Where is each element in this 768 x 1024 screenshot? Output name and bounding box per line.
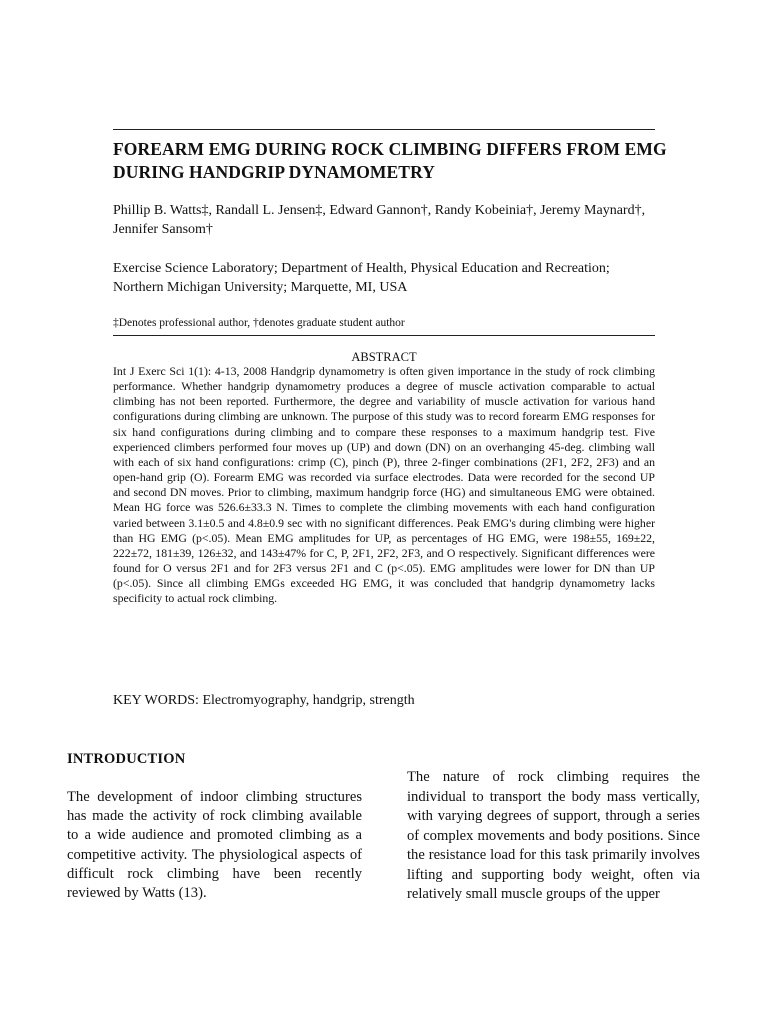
top-rule [113,129,655,130]
introduction-right-column: The nature of rock climbing requires the individual to transport the body mass vertically, with varying degrees of support, through a series of complex movements and body positions. Since the resistance load for this task primarily involves lifting and supporting body weight, often via relatively small muscle groups of the upper [407,769,700,902]
section-rule [113,335,655,336]
introduction-heading: INTRODUCTION [67,751,186,767]
abstract-text: Int J Exerc Sci 1(1): 4-13, 2008 Handgrip dynamometry is often given importance in the study of rock climbing performance. Whether handgrip dynamometry produces a degree of muscle activation comparable to actual climbing has not been reported. Furthermore, the degree and variability of muscle activation for various hand configurations during climbing are unknown. The purpose of this study was to record forearm EMG responses for six hand configurations during climbing and to compare these responses to a maximum handgrip test. Five experienced climbers performed four moves up (UP) and down (DN) on an overhanging 45-deg. climbing wall with each of six hand configurations: crimp (C), pinch (P), three 2-finger combinations (2F1, 2F2, 2F3) and an open-hand grip (O). Forearm EMG was recorded via surface electrodes. Data were recorded for the second UP and second DN moves. Prior to climbing, maximum handgrip force (HG) and simultaneous EMG were obtained. Mean HG force was 526.6±33.3 N. Times to complete the climbing movements with each hand configuration varied between 3.1±0.5 and 4.8±0.9 sec with no significant differences. Peak EMG's during climbing were higher than HG EMG (p<.05). Mean EMG amplitudes for UP, as percentages of HG EMG, were 198±55, 169±22, 222±72, 181±39, 126±32, and 143±47% for C, P, 2F1, 2F2, 2F3, and O respectively. Significant differences were found for O versus 2F1 and for 2F3 versus 2F1 and C (p<.05). EMG amplitudes were lower for DN than UP (p<.05). Since all climbing EMGs exceeded HG EMG, it was concluded that handgrip dynamometry lacks specificity to actual rock climbing. [113,364,655,606]
abstract-heading: ABSTRACT [351,350,417,364]
affiliation: Exercise Science Laboratory; Department of Health, Physical Education and Recreation; Northern Michigan University; Marquette, MI, USA [113,261,610,295]
author-list: Phillip B. Watts‡, Randall L. Jensen‡, Edward Gannon†, Randy Kobeinia†, Jeremy Maynard†, Jennifer Sansom† [113,203,646,237]
introduction-left-column: The development of indoor climbing structures has made the activity of rock climbing available to a wide audience and promoted climbing as a competitive activity. The physiological aspects of difficult rock climbing have been recently reviewed by Watts (13). [67,789,362,902]
paper-title: FOREARM EMG DURING ROCK CLIMBING DIFFERS FROM EMG DURING HANDGRIP DYNAMOMETRY [113,139,667,182]
author-footnote: ‡Denotes professional author, †denotes graduate student author [113,317,405,329]
keywords: KEY WORDS: Electromyography, handgrip, strength [113,693,415,708]
